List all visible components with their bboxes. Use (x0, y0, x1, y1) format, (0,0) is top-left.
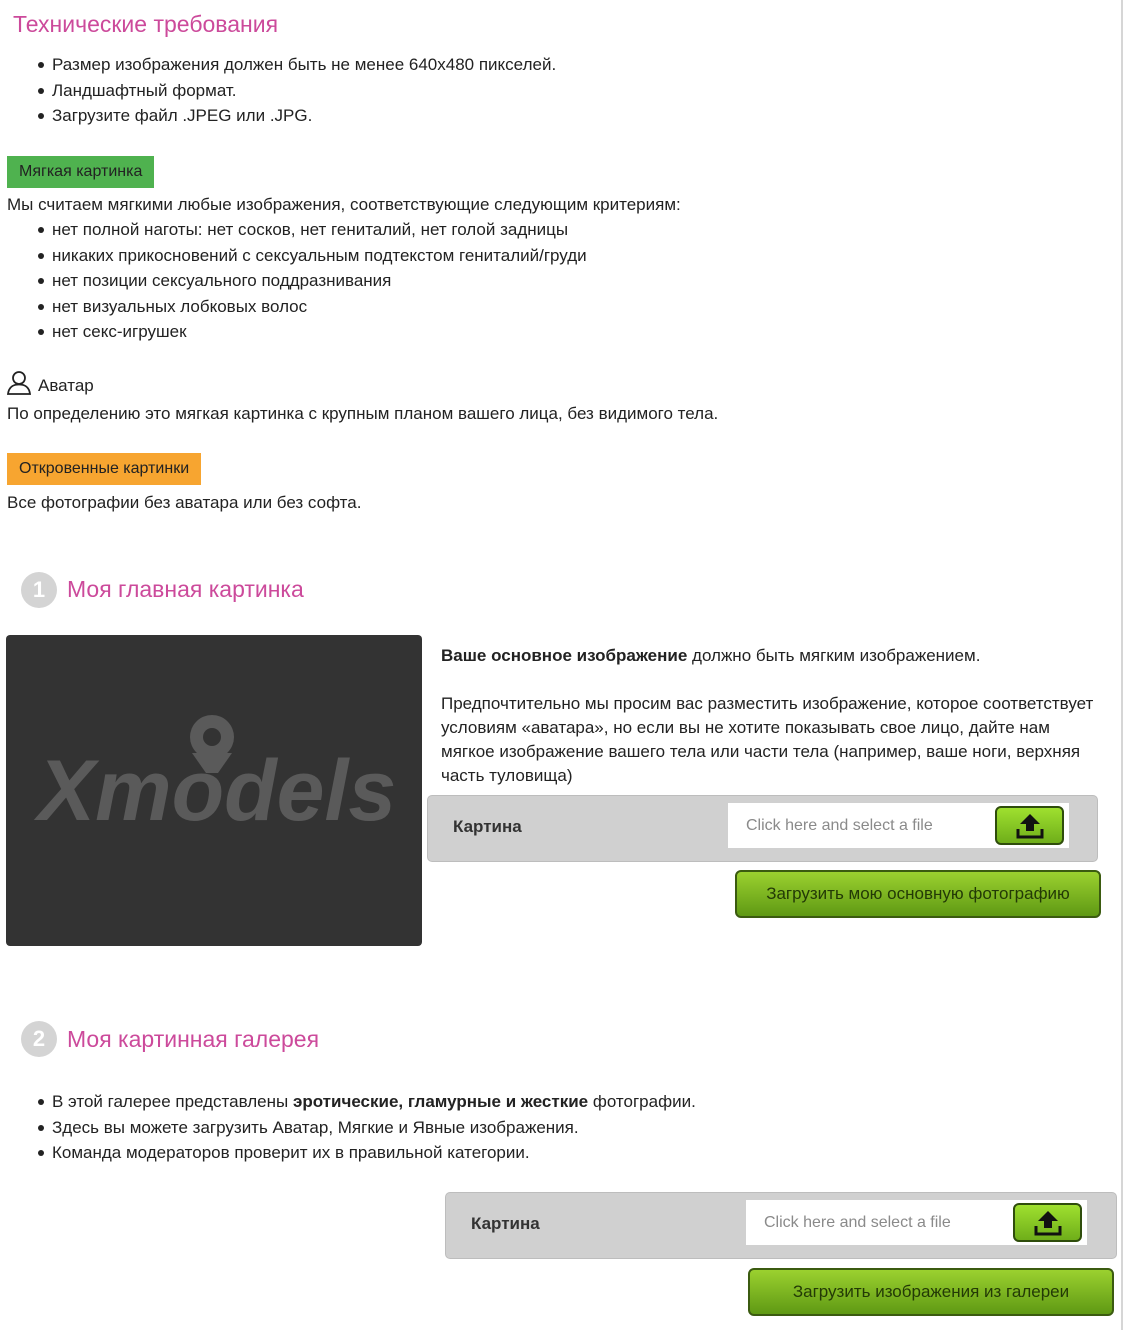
main-photo-browse-button[interactable] (995, 806, 1064, 845)
list-item: Ландшафтный формат. (8, 80, 908, 106)
upload-main-photo-button[interactable]: Загрузить мою основную фотографию (735, 870, 1101, 918)
list-item: нет позиции сексуального поддразнивания (8, 270, 908, 296)
main-photo-title: Моя главная картинка (67, 576, 304, 602)
main-photo-desc-rest: должно быть мягким изображением. (687, 646, 981, 665)
upload-arrow-icon (1016, 813, 1044, 839)
list-item: нет полной наготы: нет сосков, нет гениталий, нет голой задницы (8, 219, 908, 245)
main-photo-field-label: Картина (453, 817, 522, 836)
page-right-border (1121, 0, 1123, 1330)
main-photo-preference: Предпочтительно мы просим вас разместить изображение, которое соответствует условиям «аватара», но если вы не хотите показывать свое лицо, дайте нам мягкое изображение вашего тела или части тела (например, ваше ноги, верхняя часть туловища) (441, 694, 1094, 785)
avatar-label: Аватар (38, 376, 94, 395)
main-photo-file-field[interactable] (728, 803, 1069, 848)
soft-criteria-intro: Мы считаем мягкими любые изображения, соответствующие следующим критериям: (7, 195, 681, 214)
main-photo-description (441, 645, 1101, 666)
main-photo-desc-bold: Ваше основное изображение (441, 646, 688, 665)
xmodels-logo (6, 635, 422, 946)
gallery-field-label: Картина (471, 1214, 540, 1233)
upload-arrow-icon (1034, 1210, 1062, 1236)
gallery-title: Моя картинная галерея (67, 1026, 320, 1052)
list-item: нет секс-игрушек (8, 321, 908, 347)
list-item: Загрузите файл .JPEG или .JPG. (8, 105, 908, 131)
list-item: нет визуальных лобковых волос (8, 296, 908, 322)
main-photo-preview[interactable] (6, 635, 422, 946)
user-outline-icon (6, 370, 32, 396)
gallery-file-field[interactable] (746, 1200, 1087, 1245)
file-placeholder: Click here and select a file (764, 1214, 951, 1231)
tech-requirements-list (8, 54, 908, 131)
gallery-upload-panel (445, 1192, 1117, 1259)
tech-requirements-title: Технические требования (13, 11, 279, 37)
explicit-pictures-badge: Откровенные картинки (7, 453, 201, 485)
gallery-browse-button[interactable] (1013, 1203, 1082, 1242)
gallery-item1-bold: эротические, гламурные и жесткие (292, 1092, 589, 1111)
list-item: никаких прикосновений с сексуальным подтекстом гениталий/груди (8, 245, 908, 271)
list-item (8, 1091, 968, 1117)
gallery-item1-pre: В этой галерее представлены (52, 1092, 293, 1111)
main-photo-upload-panel (427, 795, 1098, 862)
list-item: Команда модераторов проверит их в правильной категории. (8, 1142, 968, 1168)
upload-gallery-button[interactable]: Загрузить изображения из галереи (748, 1268, 1114, 1316)
avatar-description: По определению это мягкая картинка с крупным планом вашего лица, без видимого тела. (7, 404, 719, 423)
gallery-info-list (8, 1091, 968, 1168)
soft-picture-badge: Мягкая картинка (7, 156, 154, 188)
step-number-1: 1 (21, 572, 57, 608)
gallery-item1-post: фотографии. (588, 1092, 696, 1111)
step-number-2: 2 (21, 1021, 57, 1057)
list-item: Здесь вы можете загрузить Аватар, Мягкие и Явные изображения. (8, 1117, 968, 1143)
list-item: Размер изображения должен быть не менее 640x480 пикселей. (8, 54, 908, 80)
soft-criteria-list (8, 219, 908, 347)
xmodels-logo-text: Xmodels (37, 743, 397, 839)
file-placeholder: Click here and select a file (746, 817, 933, 834)
explicit-description: Все фотографии без аватара или без софта. (7, 493, 362, 512)
